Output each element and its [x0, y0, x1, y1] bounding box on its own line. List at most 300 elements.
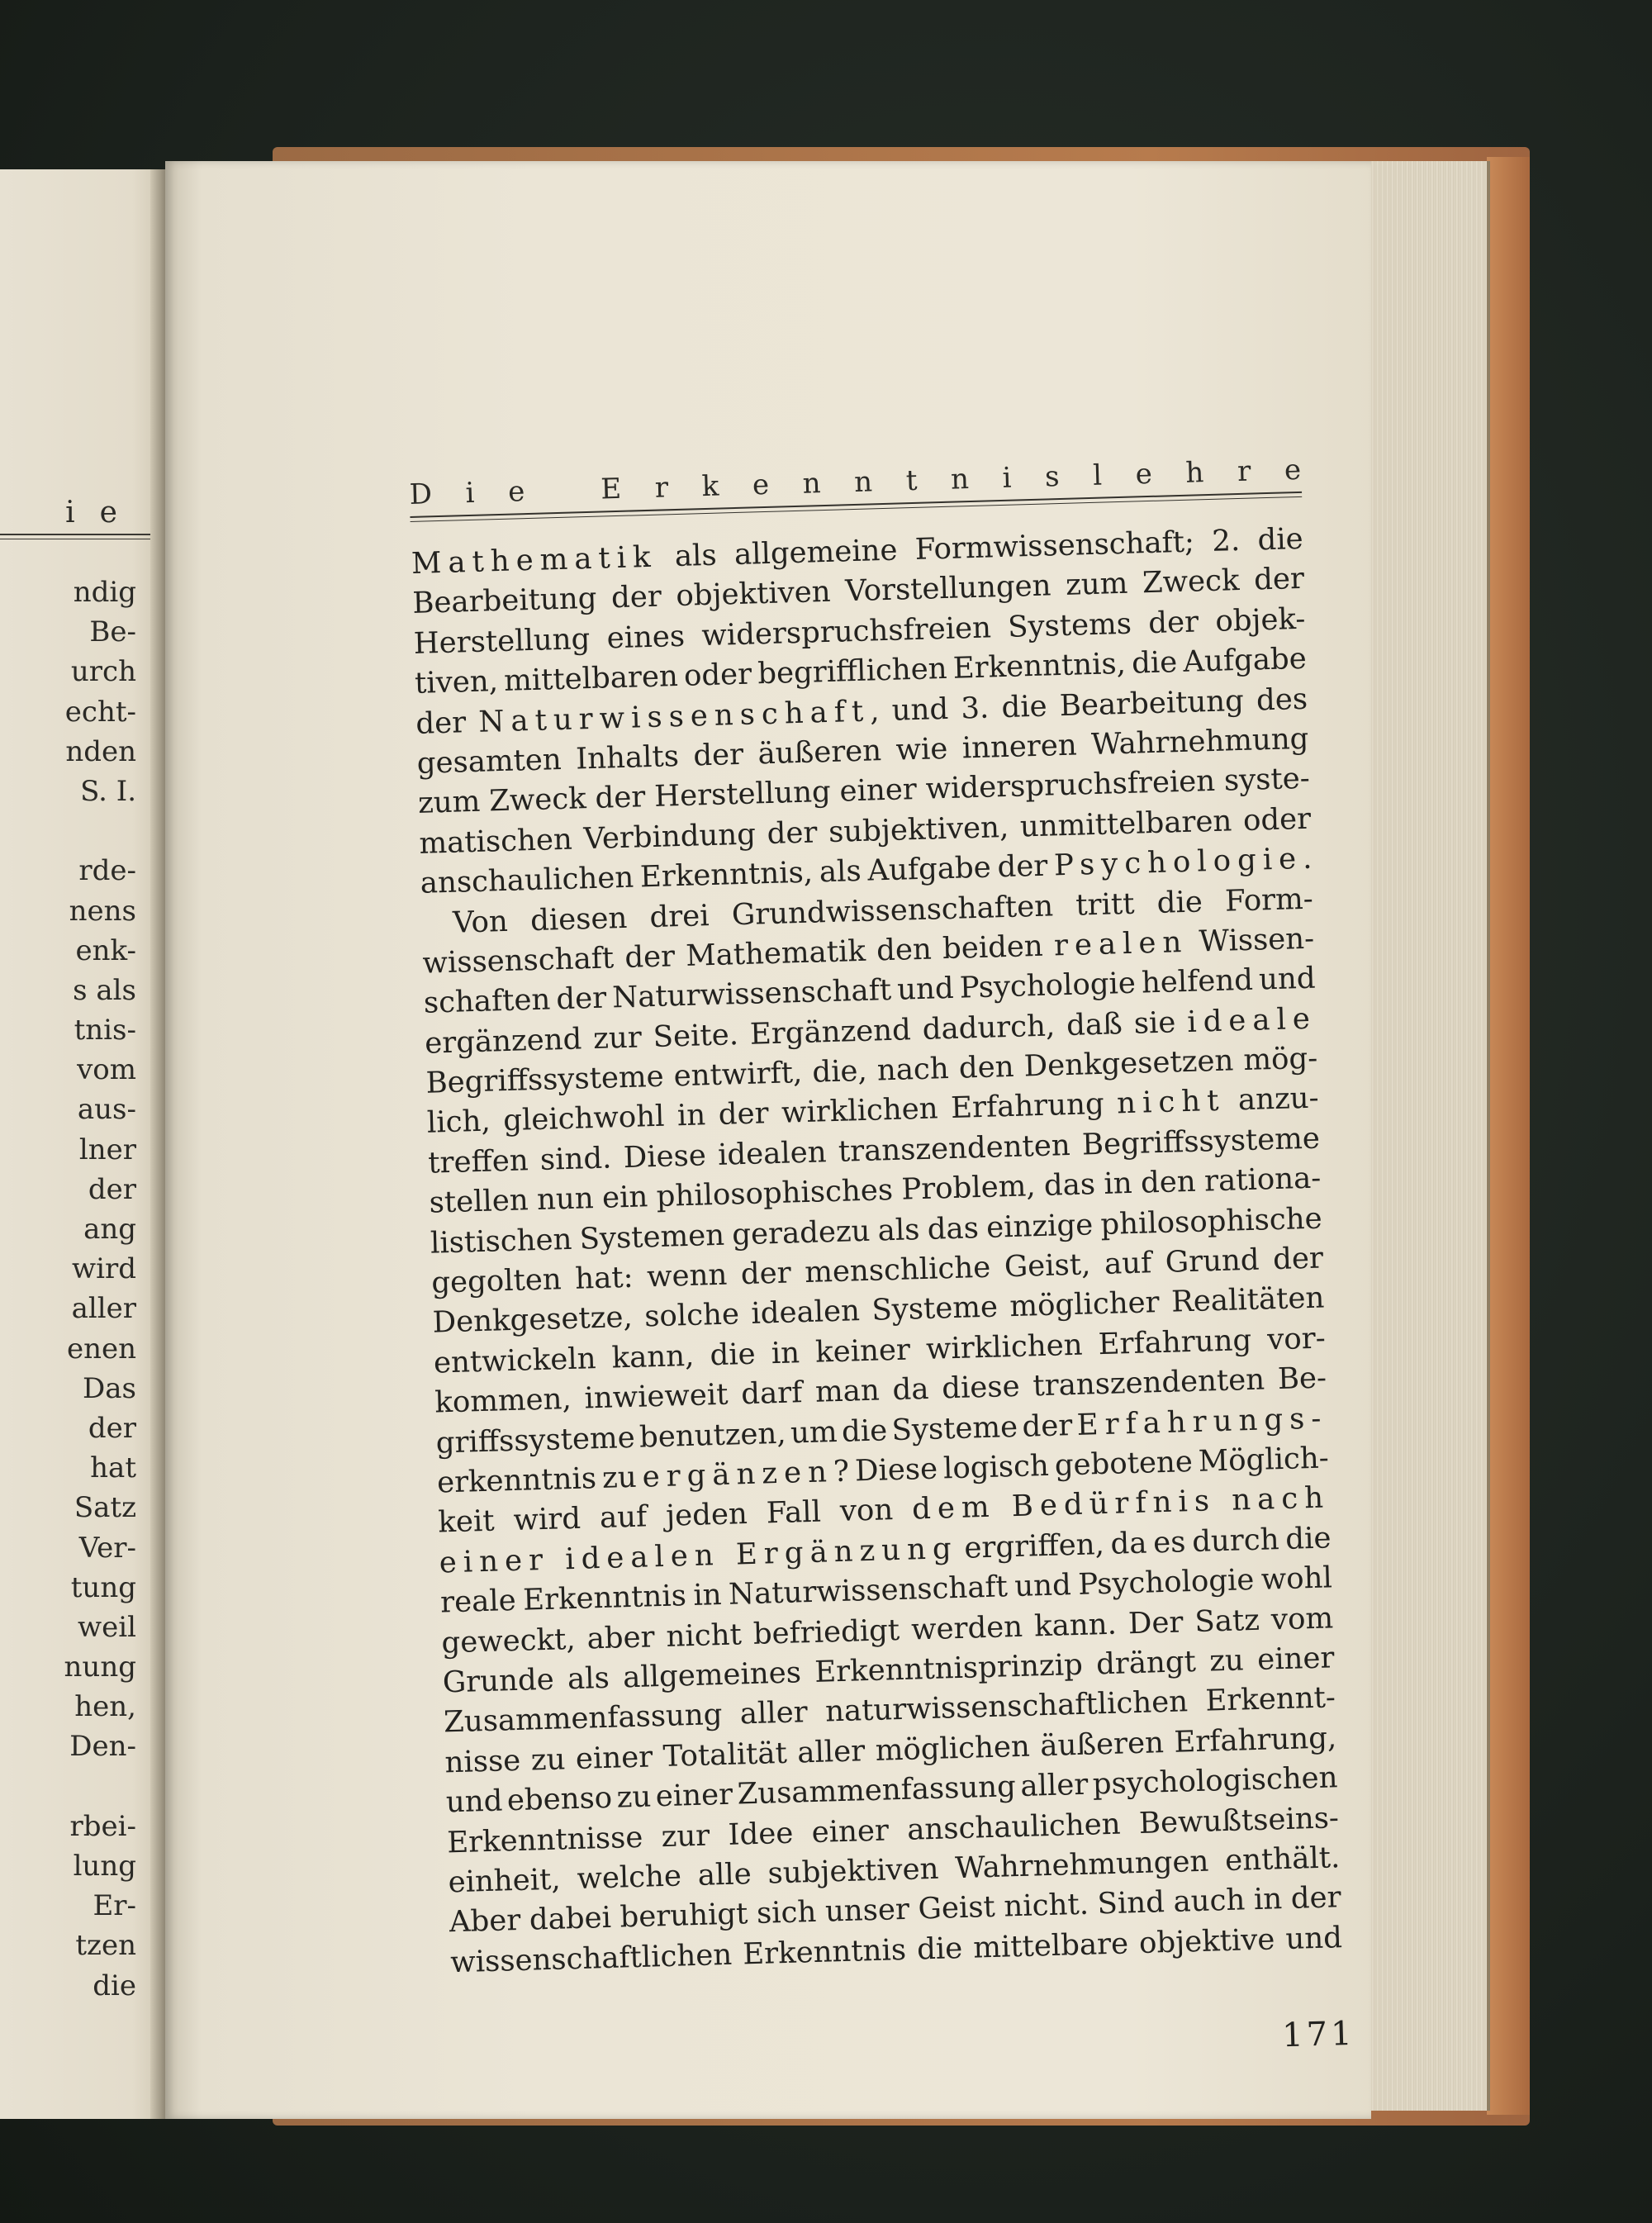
left-line: tnis-: [74, 1014, 136, 1047]
right-page: [165, 161, 1371, 2119]
word: der: [624, 939, 676, 975]
word: wissenschaft: [421, 941, 615, 981]
emphasis-spaced: nicht: [1116, 1084, 1226, 1121]
word: ergänzen?: [642, 1454, 850, 1494]
left-running-head-text: ie: [65, 496, 142, 530]
word: inwieweit: [583, 1377, 729, 1416]
running-head-letter: [558, 474, 567, 507]
word: der: [996, 848, 1048, 885]
word: idealen: [717, 1135, 828, 1172]
cover-edge: [1487, 157, 1530, 2115]
word: Systemen: [579, 1218, 725, 1256]
word: auch: [1172, 1883, 1246, 1920]
word: erkenntnis: [436, 1461, 597, 1500]
word: keiner: [814, 1332, 911, 1370]
left-line: Satz: [74, 1491, 136, 1525]
word: es: [1152, 1525, 1187, 1560]
word: Denkgesetze,: [432, 1300, 634, 1341]
word: diesen: [529, 900, 628, 938]
word: wissenschaftlichen: [449, 1937, 733, 1979]
word: beiden: [942, 929, 1044, 967]
word: sich: [756, 1895, 817, 1931]
running-head-letter: i: [465, 476, 476, 511]
word: Grund: [1165, 1242, 1260, 1280]
word: kann.: [1033, 1607, 1118, 1643]
running-head-letter: n: [950, 463, 970, 496]
word: in: [676, 1098, 706, 1133]
emphasis-spaced: dem Bedürfnis nach: [911, 1480, 1331, 1527]
word: Erfahrung,: [1173, 1720, 1337, 1760]
page-number: 171: [1281, 2014, 1356, 2055]
left-line: enen: [66, 1332, 136, 1366]
word: Erkenntnis,: [952, 647, 1127, 686]
word: Naturwissenschaft: [728, 1570, 1009, 1612]
word: Wissen-: [1199, 921, 1315, 959]
running-head-letter: i: [1002, 461, 1013, 495]
emphasis-spaced: ergänzen: [642, 1455, 834, 1494]
word: als: [877, 1212, 921, 1248]
word: Erfahrung: [950, 1087, 1105, 1126]
word: Totalität: [662, 1736, 788, 1774]
left-page-text: [0, 572, 136, 2006]
word: mög-: [1242, 1041, 1318, 1078]
running-head-letter: n: [853, 465, 873, 499]
word: Seite.: [653, 1017, 739, 1054]
word: transzendenten: [838, 1128, 1071, 1169]
left-running-head: [0, 496, 165, 545]
left-line: der: [88, 1411, 136, 1445]
left-line: enk-: [75, 933, 136, 967]
word: anschaulichen: [906, 1807, 1122, 1847]
word: [1117, 1081, 1227, 1124]
word: geweckt,: [440, 1622, 577, 1660]
left-line: die: [93, 1969, 136, 2002]
word: wirklichen: [925, 1328, 1084, 1366]
word: das: [1043, 1167, 1096, 1204]
word: der: [415, 705, 467, 741]
left-line: echt-: [64, 695, 136, 729]
word: einer: [575, 1740, 653, 1776]
word: einer: [655, 1777, 733, 1814]
word: gegolten: [430, 1262, 563, 1300]
running-head-letter: e: [752, 468, 770, 502]
word: der: [767, 815, 818, 851]
word: nisse: [444, 1743, 521, 1780]
word: der: [610, 579, 662, 615]
word: Aber: [449, 1903, 521, 1940]
word: das: [927, 1210, 980, 1247]
running-head-letter: r: [1237, 454, 1251, 488]
word: die: [841, 1413, 888, 1449]
word: diese: [941, 1369, 1021, 1406]
word: allgemeine: [733, 533, 899, 572]
word: philosophische: [1099, 1201, 1323, 1242]
word: unmittelbaren: [1019, 804, 1232, 844]
word: Problem,: [900, 1169, 1037, 1207]
running-head-letter: e: [1284, 453, 1302, 487]
word: die: [709, 1337, 757, 1373]
word: als: [819, 854, 862, 890]
word: Psychologie.: [1053, 841, 1313, 883]
left-page: [0, 169, 165, 2119]
word: wirklichen: [781, 1091, 939, 1131]
word: und: [891, 691, 949, 728]
left-line: [0, 1767, 136, 1807]
word: der: [595, 780, 646, 816]
word: die: [1256, 521, 1304, 558]
word: dadurch,: [922, 1009, 1056, 1047]
word: Form-: [1224, 881, 1314, 919]
word: Der: [1127, 1604, 1184, 1641]
word: Denkgesetzen: [1023, 1043, 1234, 1084]
left-line: lner: [78, 1133, 136, 1166]
word: alle: [697, 1856, 752, 1893]
word: gebotene: [1054, 1444, 1194, 1483]
left-line: ndig: [73, 576, 136, 609]
word: aller: [1019, 1767, 1089, 1804]
left-line: nung: [64, 1651, 136, 1684]
word: darf: [740, 1375, 803, 1412]
word: unser: [824, 1893, 910, 1929]
word: da: [892, 1372, 930, 1408]
word: enthält.: [1224, 1841, 1341, 1878]
word: anschaulichen: [420, 860, 634, 900]
word: Idee: [728, 1816, 794, 1852]
word: Mathematik: [685, 933, 866, 973]
word: listischen: [430, 1222, 572, 1261]
left-line: aus-: [77, 1093, 136, 1127]
word: Erkenntnis: [742, 1932, 907, 1972]
word: [1187, 999, 1317, 1043]
word: begrifflichen: [757, 652, 948, 691]
word: der: [740, 1256, 792, 1292]
word: jeden: [665, 1497, 748, 1534]
word: stellen: [429, 1183, 529, 1220]
word: in: [1253, 1882, 1283, 1917]
word: möglicher: [1009, 1285, 1161, 1324]
word: der: [718, 1096, 770, 1133]
page-block-edge: [1355, 161, 1490, 2111]
word: Aufgabe: [1182, 641, 1308, 680]
word: treffen: [427, 1143, 529, 1180]
emphasis-spaced: Mathematik: [411, 539, 658, 581]
word: befriedigt: [752, 1613, 900, 1651]
left-line: hat: [90, 1451, 136, 1485]
running-head-letter: n: [802, 467, 822, 501]
word: 2.: [1211, 523, 1241, 558]
left-line: rbei-: [69, 1809, 136, 1843]
word: aller: [796, 1733, 866, 1770]
word: einer: [839, 772, 918, 809]
word: da: [1109, 1526, 1148, 1561]
word: der: [1147, 605, 1199, 640]
word: Möglich-: [1198, 1441, 1330, 1479]
word: vor-: [1266, 1321, 1327, 1357]
word: Diese: [623, 1138, 707, 1175]
running-head-letter: k: [701, 469, 719, 504]
word: ergriffen,: [963, 1527, 1105, 1565]
word: Herstellung: [653, 775, 832, 815]
word: Erkenntnisse: [446, 1820, 643, 1860]
word: benutzen,: [638, 1416, 787, 1455]
word: möglichen: [875, 1729, 1031, 1768]
word: rationa-: [1203, 1161, 1322, 1199]
left-line: weil: [78, 1610, 136, 1644]
word: nach: [876, 1052, 950, 1088]
word: sie: [1133, 1005, 1176, 1041]
running-head-letter: r: [654, 471, 669, 505]
word: ergänzend: [424, 1022, 582, 1061]
word: um: [790, 1414, 838, 1451]
word: und: [1014, 1568, 1072, 1604]
emphasis-spaced: einer idealen Ergänzung: [439, 1531, 959, 1580]
word: Erkenntnis: [522, 1579, 687, 1617]
word: Ergänzend: [749, 1012, 912, 1052]
word: Systeme: [891, 1409, 1018, 1447]
word: die: [1131, 645, 1178, 681]
word: Grundwissenschaften: [731, 888, 1054, 932]
word: die: [916, 1931, 963, 1967]
word: [411, 538, 657, 585]
word: zu: [601, 1460, 638, 1495]
left-line: vom: [77, 1053, 136, 1087]
word: anzu-: [1237, 1081, 1320, 1118]
word: logisch: [942, 1448, 1050, 1486]
word: helfend: [1141, 963, 1254, 1000]
word: nicht: [666, 1617, 743, 1654]
word: Wahrnehmungen: [954, 1844, 1209, 1886]
word: Sind: [1097, 1885, 1165, 1921]
running-head-title: [409, 454, 1302, 511]
word: die: [1156, 884, 1203, 920]
word: einer: [1256, 1641, 1335, 1677]
word: Zusammenfassung: [443, 1698, 723, 1740]
running-head-letter: t: [905, 463, 918, 498]
word: gesamten: [416, 742, 563, 781]
word: werden: [910, 1609, 1023, 1647]
word: 3.: [960, 691, 990, 726]
left-line: aller: [71, 1292, 136, 1326]
word: aller: [739, 1695, 809, 1731]
word: Begriffssysteme: [1081, 1121, 1321, 1162]
word: Fall: [766, 1494, 822, 1531]
word: Naturwissenschaft,: [477, 693, 881, 739]
left-line: Den-: [69, 1730, 136, 1764]
word: Grunde: [442, 1662, 555, 1700]
word: nicht.: [1003, 1887, 1089, 1924]
running-head-letter: E: [600, 472, 622, 506]
word: den: [958, 1049, 1015, 1085]
word: und: [445, 1784, 503, 1820]
word: wenn: [646, 1257, 728, 1294]
left-line: urch: [70, 655, 136, 689]
word: der: [1253, 562, 1305, 597]
running-head-letter: e: [1135, 457, 1153, 492]
word: Geist,: [1004, 1247, 1091, 1285]
word: hat:: [574, 1260, 634, 1296]
left-line: lung: [73, 1850, 136, 1883]
word: Be-: [1277, 1361, 1327, 1397]
word: [1053, 923, 1189, 967]
word: Zweck: [1142, 563, 1241, 601]
word: Satz: [1194, 1603, 1260, 1639]
left-line: der: [88, 1172, 136, 1206]
word: der: [1021, 1408, 1073, 1444]
word: Erfahrung: [1098, 1323, 1252, 1361]
word: Vorstellungen: [844, 568, 1052, 609]
word: Bewußtseins-: [1138, 1800, 1340, 1841]
word: entwickeln: [433, 1341, 597, 1380]
word: Diese: [854, 1451, 938, 1489]
word: zur: [592, 1020, 643, 1056]
word: Geist: [918, 1890, 996, 1926]
left-line: tung: [70, 1570, 136, 1604]
emphasis-spaced: Naturwissenschaft: [477, 694, 871, 739]
word: einer: [811, 1812, 890, 1850]
word: ebenso: [506, 1780, 613, 1818]
left-line: ang: [83, 1213, 136, 1246]
word: wie: [895, 731, 948, 767]
word: eines: [606, 619, 686, 656]
word: äußeren: [757, 734, 882, 772]
word: Realitäten: [1170, 1280, 1325, 1320]
word: Bearbeitung: [1059, 683, 1245, 723]
word: nun: [536, 1181, 595, 1218]
word: und: [896, 971, 955, 1008]
word: der: [1290, 1880, 1342, 1917]
word: geradezu: [731, 1214, 871, 1252]
running-head-letter: D: [409, 477, 433, 511]
word: durch: [1191, 1522, 1280, 1559]
word: Bearbeitung: [411, 582, 597, 621]
word: Psychologie: [1077, 1563, 1255, 1603]
word: der: [555, 981, 607, 1017]
word: zur: [661, 1817, 710, 1854]
word: psychologischen: [1092, 1760, 1339, 1802]
word: subjektiven,: [828, 810, 1009, 849]
emphasis-spaced: ideale: [1186, 1001, 1317, 1039]
page-content: [409, 448, 1370, 2055]
word: als: [567, 1660, 610, 1697]
word: subjektiven: [767, 1851, 939, 1891]
word: Formwissenschaft;: [914, 525, 1195, 567]
word: des: [1256, 682, 1308, 718]
word: auf: [599, 1499, 648, 1536]
word: Naturwissenschaft: [611, 973, 892, 1015]
word: lich,: [426, 1104, 491, 1141]
word: die,: [811, 1053, 868, 1090]
word: philosophisches: [656, 1173, 894, 1214]
word: entwirft,: [673, 1056, 803, 1094]
word: vom: [1270, 1600, 1334, 1636]
word: in: [1103, 1166, 1133, 1202]
word: Erkennt-: [1204, 1680, 1336, 1718]
word: äußeren: [1039, 1725, 1165, 1763]
word: objektiven: [675, 575, 832, 614]
word: oder: [683, 657, 752, 693]
left-line: Be-: [89, 615, 136, 649]
word: griffssysteme: [435, 1420, 636, 1461]
word: objek-: [1214, 601, 1306, 639]
emphasis-spaced: Erfahrungs-: [1076, 1400, 1328, 1442]
word: ein: [601, 1180, 648, 1216]
word: Psychologie: [959, 966, 1137, 1005]
word: Erkenntnis,: [639, 855, 814, 895]
word: zum: [1065, 567, 1128, 603]
word: der: [692, 737, 744, 773]
word: Von: [452, 904, 509, 940]
word: Systems: [1007, 606, 1132, 644]
word: widerspruchsfreien: [700, 610, 992, 653]
word: Zweck: [488, 781, 587, 819]
word: Aufgabe: [866, 850, 992, 888]
word: man: [814, 1373, 881, 1409]
word: Inhalts: [575, 739, 680, 777]
word: daß: [1066, 1006, 1123, 1043]
left-line: wird: [72, 1252, 136, 1286]
word: der: [1272, 1241, 1324, 1277]
word: mittelbare: [972, 1926, 1129, 1965]
word: in: [771, 1336, 800, 1370]
word: oder: [1242, 801, 1312, 838]
word: kann,: [611, 1338, 695, 1375]
word: Begriffssysteme: [425, 1059, 665, 1100]
running-head-letter: e: [507, 475, 525, 509]
word: keit: [437, 1503, 496, 1540]
word: gleichwohl: [502, 1100, 665, 1138]
word: Systeme: [871, 1290, 999, 1328]
word: und: [1258, 961, 1317, 997]
word: solche: [643, 1297, 740, 1334]
word: die: [1284, 1521, 1332, 1556]
word: wohl: [1260, 1560, 1333, 1597]
left-line: nens: [69, 894, 136, 928]
word: [1076, 1399, 1328, 1446]
word: den: [1140, 1164, 1197, 1200]
word: auf: [1104, 1246, 1152, 1281]
word: kommen,: [434, 1382, 572, 1420]
word: sind.: [539, 1141, 612, 1177]
word: zu: [530, 1742, 566, 1778]
word: syste-: [1223, 762, 1311, 798]
word: zu: [616, 1779, 652, 1815]
word: als: [674, 538, 718, 574]
word: Erkenntnisprinzip: [814, 1647, 1084, 1689]
word: tiven,: [414, 664, 499, 701]
word: in: [692, 1578, 723, 1613]
word: matischen: [418, 822, 573, 861]
word: drei: [648, 898, 710, 934]
word: einzige: [985, 1207, 1094, 1245]
word: Wahrnehmung: [1090, 721, 1309, 762]
left-line: [0, 811, 136, 851]
word: Zusammenfassung: [737, 1769, 1017, 1812]
left-line: rde-: [78, 854, 136, 888]
running-head: [409, 449, 1302, 526]
left-line: s als: [73, 973, 136, 1007]
word: menschliche: [804, 1250, 991, 1290]
word: die: [1000, 689, 1048, 724]
word: und: [1284, 1920, 1343, 1956]
left-line: Er-: [93, 1889, 136, 1923]
running-head-letter: h: [1184, 456, 1204, 490]
word: Verbindung: [582, 817, 757, 856]
word: zum: [417, 785, 481, 821]
body-text: [411, 520, 1342, 1983]
word: von: [839, 1493, 894, 1529]
left-line: tzen: [75, 1929, 136, 1963]
running-head-letter: l: [1092, 458, 1103, 492]
